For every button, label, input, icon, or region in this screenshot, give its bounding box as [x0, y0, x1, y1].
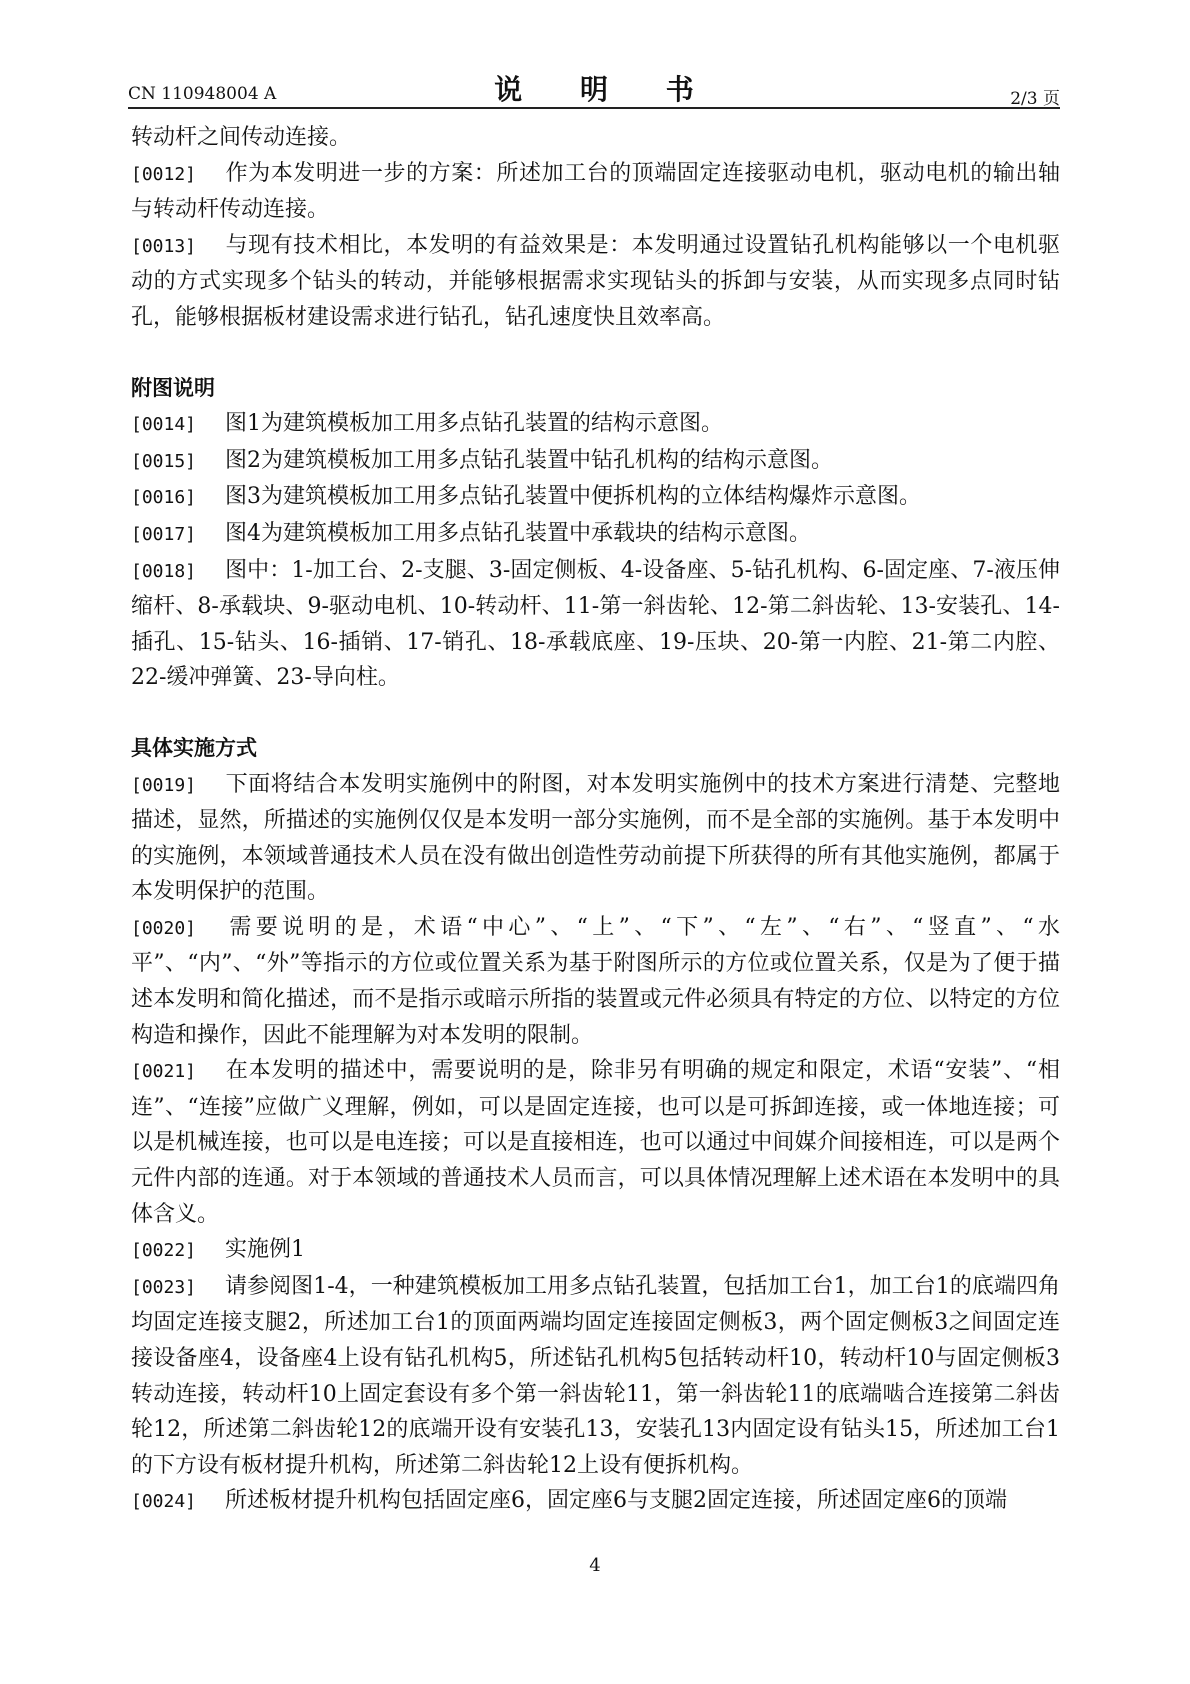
paragraph-text: 实施例1: [225, 1237, 305, 1263]
paragraph-text: 图中：1-加工台、2-支腿、3-固定侧板、4-设备座、5-钻孔机构、6-固定座、7-液压伸缩杆、8-承载块、9-驱动电机、10-转动杆、11-第一斜齿轮、12-第二斜齿轮、13-安装孔、14-插孔、15-钻头、16-插销、17-销孔、18-承载底座、19-压块、20-第一内腔、21-第二内腔、22-缓冲弹簧、23-导向柱。: [131, 557, 1060, 691]
header-rule: [128, 107, 1060, 109]
paragraph-number: [0015]: [131, 450, 197, 472]
paragraph-number: [0024]: [131, 1491, 197, 1513]
paragraph-number: [0013]: [131, 235, 197, 257]
page-header: [128, 66, 1060, 109]
document-body: [131, 120, 1060, 1520]
paragraph-number: [0020]: [131, 917, 197, 939]
paragraph-0022: [131, 1232, 1060, 1269]
paragraph-0014: [131, 406, 1060, 443]
paragraph-text: 所述板材提升机构包括固定座6，固定座6与支腿2固定连接，所述固定座6的顶端: [225, 1488, 1007, 1514]
paragraph-number: [0019]: [131, 774, 197, 796]
paragraph-number: [0022]: [131, 1240, 197, 1262]
paragraph-number: [0012]: [131, 163, 197, 185]
paragraph-0019: [131, 767, 1060, 910]
paragraph-text: 请参阅图1-4，一种建筑模板加工用多点钻孔装置，包括加工台1，加工台1的底端四角均固定连接支腿2，所述加工台1的顶面两端均固定连接固定侧板3，两个固定侧板3之间固定连接设备座4，设备座4上设有钻孔机构5，所述钻孔机构5包括转动杆10，转动杆10与固定侧板3转动连接，转动杆10上固定套设有多个第一斜齿轮11，第一斜齿轮11的底端啮合连接第二斜齿轮12，所述第二斜齿轮12的底端开设有安装孔13，安装孔13内固定设有钻头15，所述加工台1的下方设有板材提升机构，所述第二斜齿轮12上设有便拆机构。: [131, 1273, 1060, 1478]
paragraph-number: [0021]: [131, 1061, 197, 1083]
paragraph-0018: [131, 553, 1060, 696]
section-title-embodiment: 具体实施方式: [131, 735, 257, 760]
paragraph-text: 图1为建筑模板加工用多点钻孔装置的结构示意图。: [225, 411, 723, 437]
paragraph-number: [0023]: [131, 1276, 197, 1298]
paragraph-0015: [131, 443, 1060, 480]
document-title: 说 明 书: [494, 73, 718, 106]
continuation-line: 转动杆之间传动连接。: [131, 125, 352, 150]
paragraph-text: 图3为建筑模板加工用多点钻孔装置中便拆机构的立体结构爆炸示意图。: [225, 484, 921, 510]
paragraph-0021: [131, 1053, 1060, 1232]
paragraph-text: 图2为建筑模板加工用多点钻孔装置中钻孔机构的结构示意图。: [225, 447, 833, 473]
paragraph-text: 下面将结合本发明实施例中的附图，对本发明实施例中的技术方案进行清楚、完整地描述，显然，所描述的实施例仅仅是本发明一部分实施例，而不是全部的实施例。基于本发明中的实施例，本领域普通技术人员在没有做出创造性劳动前提下所获得的所有其他实施例，都属于本发明保护的范围。: [131, 771, 1060, 905]
section-title-figures: 附图说明: [131, 375, 215, 400]
page-number: 4: [589, 1555, 601, 1576]
paragraph-0023: [131, 1269, 1060, 1484]
paragraph-number: [0017]: [131, 523, 197, 545]
paragraph-0020: [131, 910, 1060, 1053]
paragraph-text: 在本发明的描述中，需要说明的是，除非另有明确的规定和限定，术语“安装”、“相连”、“连接”应做广义理解，例如，可以是固定连接，也可以是可拆卸连接，或一体地连接；可以是机械连接，也可以是电连接；可以是直接相连，也可以通过中间媒介间接相连，可以是两个元件内部的连通。对于本领域的普通技术人员而言，可以具体情况理解上述术语在本发明中的具体含义。: [131, 1058, 1060, 1227]
paragraph-text: 图4为建筑模板加工用多点钻孔装置中承载块的结构示意图。: [225, 520, 811, 546]
paragraph-0017: [131, 516, 1060, 553]
paragraph-text: 与现有技术相比，本发明的有益效果是：本发明通过设置钻孔机构能够以一个电机驱动的方式实现多个钻头的转动，并能够根据需求实现钻头的拆卸与安装，从而实现多点同时钻孔，能够根据板材建设需求进行钻孔，钻孔速度快且效率高。: [131, 232, 1060, 330]
paragraph-number: [0014]: [131, 414, 197, 436]
paragraph-number: [0018]: [131, 560, 197, 582]
paragraph-text: 需要说明的是，术语“中心”、“上”、“下”、“左”、“右”、“竖直”、“水平”、“内”、“外”等指示的方位或位置关系为基于附图所示的方位或位置关系，仅是为了便于描述本发明和简化描述，而不是指示或暗示所指的装置或元件必须具有特定的方位、以特定的方位构造和操作，因此不能理解为对本发明的限制。: [131, 914, 1060, 1048]
paragraph-0024: [131, 1483, 1060, 1520]
paragraph-0016: [131, 479, 1060, 516]
paragraph-0013: [131, 228, 1060, 336]
page-indicator: 2/3 页: [1010, 89, 1060, 109]
paragraph-text: 作为本发明进一步的方案：所述加工台的顶端固定连接驱动电机，驱动电机的输出轴与转动杆传动连接。: [131, 160, 1060, 223]
paragraph-number: [0016]: [131, 487, 197, 509]
paragraph-0012: [131, 156, 1060, 228]
patent-number: CN 110948004 A: [128, 84, 277, 104]
